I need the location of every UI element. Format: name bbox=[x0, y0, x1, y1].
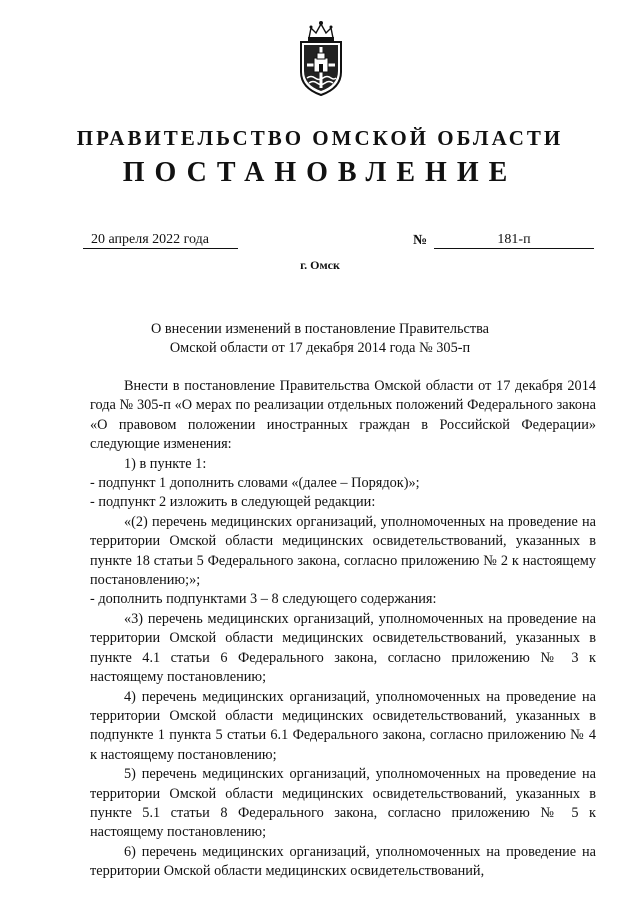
number-sign: № bbox=[413, 233, 428, 248]
subject-line: Омской области от 17 декабря 2014 года № 305-п bbox=[169, 340, 471, 356]
document-type-title: ПОСТАНОВЛЕНИЕ bbox=[122, 157, 518, 188]
decree-date: 20 апреля 2022 года bbox=[83, 231, 238, 249]
body-paragraph: - подпункт 2 изложить в следующей редакции: bbox=[90, 494, 376, 511]
body-paragraph: 4) перечень медицинских организаций, уполномоченных на проведение на территории Омской области медицинских освидетельствований, указанных в подпункте 1 пункта 5 статьи 6.1 Федерального закона, согласно приложению № 4 к настоящему постановлению; bbox=[90, 688, 596, 763]
decree-number: 181-п bbox=[434, 231, 594, 249]
body-paragraph: 1) в пункте 1: bbox=[124, 455, 207, 472]
body-paragraph: Внести в постановление Правительства Омской области от 17 декабря 2014 года № 305-п «О мерах по реализации отдельных положений Федерального закона «О правовом положении иностранных граждан в Российской Федерации» следующие изменения: bbox=[90, 378, 596, 453]
body-paragraph: «(2) перечень медицинских организаций, уполномоченных на проведение на территории Омской области медицинских освидетельствований, указанных в пункте 18 статьи 5 Федерального закона, согласно приложению № 2 к настоящему постановлению;»; bbox=[90, 513, 596, 589]
subject-line: О внесении изменений в постановление Правительства bbox=[150, 321, 490, 337]
body-paragraph: «3) перечень медицинских организаций, уполномоченных на проведение на территории Омской области медицинских освидетельствований, указанных в пункте 4.1 статьи 6 Федерального закона, согласно приложению № 3 к настоящему постановлению; bbox=[90, 610, 596, 686]
decree-subject bbox=[90, 320, 550, 358]
omsk-coat-of-arms-icon bbox=[297, 20, 345, 96]
body-paragraph: 5) перечень медицинских организаций, уполномоченных на проведение на территории Омской области медицинских освидетельствований, указанных в пункте 5.1 статьи 8 Федерального закона, согласно приложению № 5 к настоящему постановлению; bbox=[90, 766, 596, 841]
city-label: г. Омск bbox=[300, 258, 340, 272]
decree-body bbox=[90, 377, 596, 882]
body-paragraph: 6) перечень медицинских организаций, уполномоченных на проведение на территории Омской области медицинских освидетельствований, bbox=[90, 843, 596, 880]
body-paragraph: - дополнить подпунктами 3 – 8 следующего содержания: bbox=[90, 591, 437, 608]
government-title: ПРАВИТЕЛЬСТВО ОМСКОЙ ОБЛАСТИ bbox=[76, 126, 564, 150]
body-paragraph: - подпункт 1 дополнить словами «(далее – Порядок)»; bbox=[90, 475, 420, 492]
